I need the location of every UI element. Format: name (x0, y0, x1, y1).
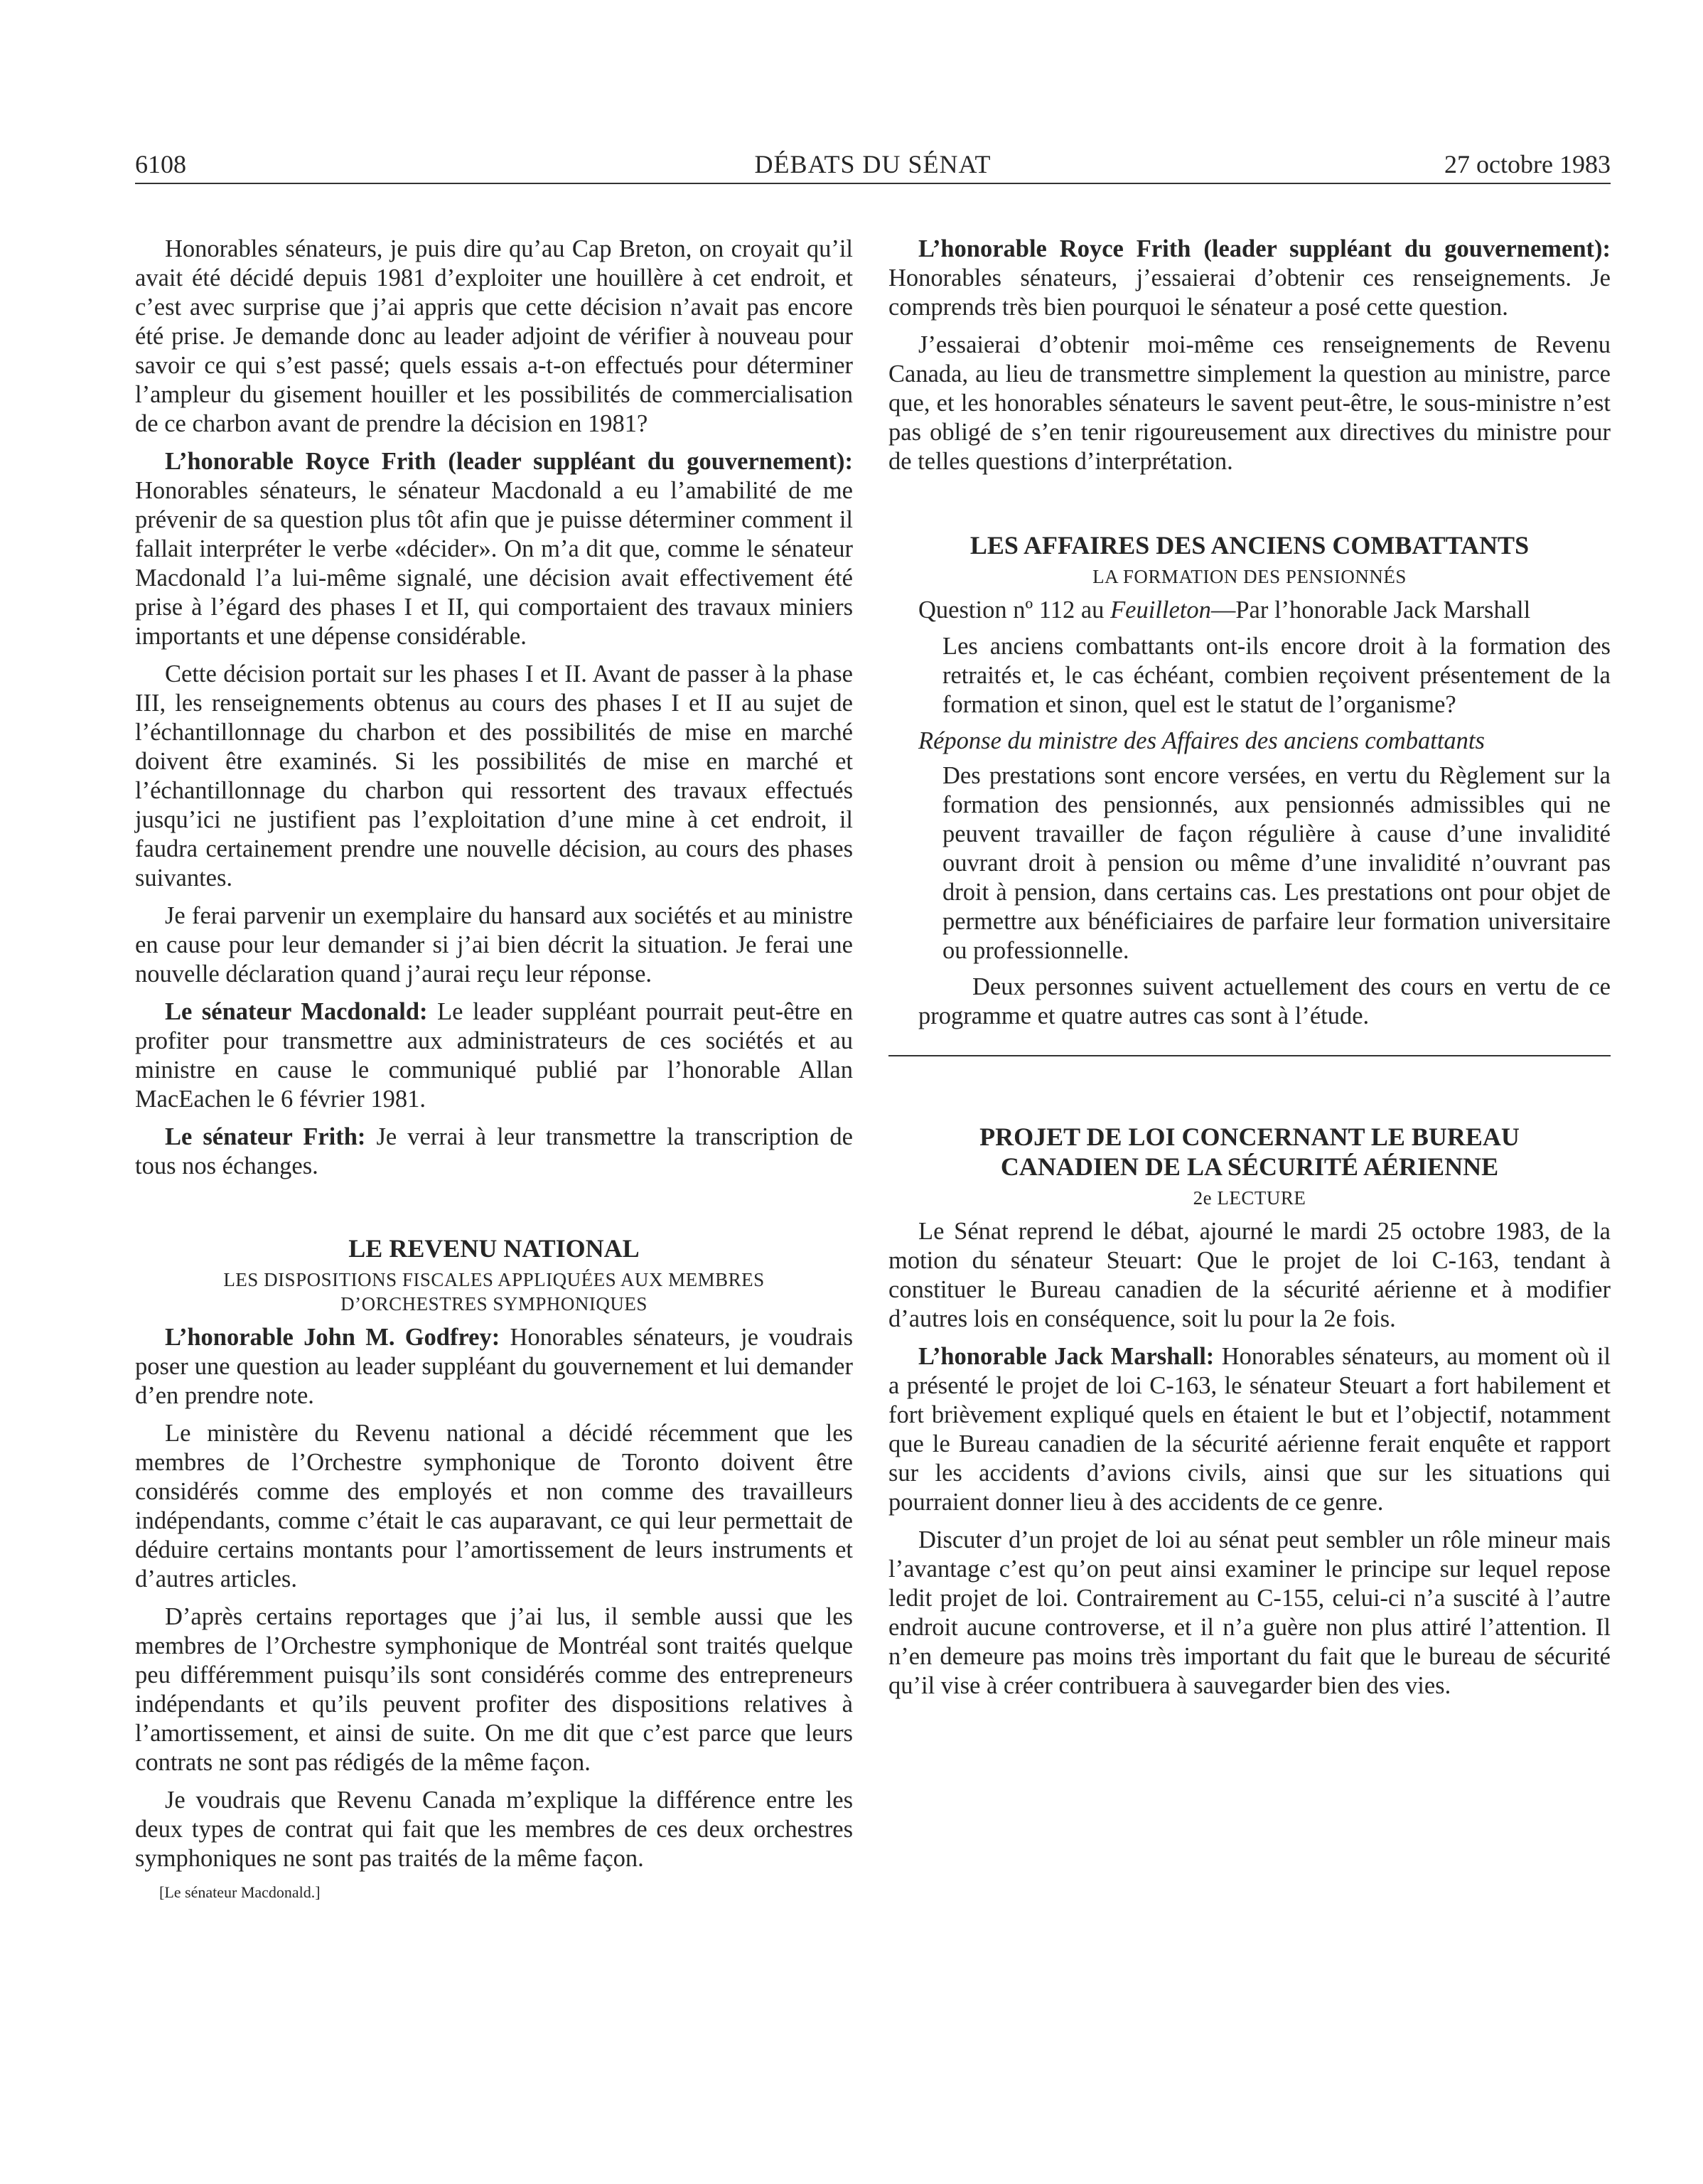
question-line (888, 596, 1611, 625)
page-header (135, 149, 1611, 183)
left-column (135, 235, 853, 1903)
question-source: Feuilleton (1110, 596, 1211, 623)
speech-text: Le leader suppléant pourrait peut-être en profiter pour transmettre aux administrateurs de ces sociétés et au ministre en cause le communiqué publié par l’honorable Allan MacEachen le 6 février 1981. (135, 998, 854, 1113)
issue-date: 27 octobre 1983 (1444, 150, 1611, 178)
paragraph (135, 447, 853, 651)
paragraph (888, 235, 1611, 322)
section-subtitle: LA FORMATION DES PENSIONNÉS (1092, 566, 1407, 587)
paragraph: Le ministère du Revenu national a décidé récemment que les membres de l’Orchestre symphonique de Toronto doivent être considérés comme des employés et non comme des travailleurs indépendants, comme c’était le cas auparavant, ce qui leur permettait de déduire certains montants pour l’amortissement de leurs instruments et d’autres articles. (135, 1420, 853, 1592)
paragraph (135, 997, 853, 1114)
speaker-name: Le sénateur Macdonald: (165, 998, 428, 1025)
speech-text: Je verrai à leur transmettre la transcription de tous nos échanges. (135, 1123, 853, 1179)
question-author: —Par l’honorable Jack Marshall (1210, 596, 1531, 623)
paragraph: J’essaierai d’obtenir moi-même ces renseignements de Revenu Canada, au lieu de transmettre simplement la question au ministre, parce que, et les honorables sénateurs le savent peut-être, le sous-ministre n’est pas obligé de s’en tenir rigoureusement aux directives du ministre pour de telles questions d’interprétation. (888, 331, 1611, 475)
answer-paragraph: Des prestations sont encore versées, en vertu du Règlement sur la formation des pensionnés, aux pensionnés admissibles qui ne peuvent travailler de façon régulière à cause d’une invalidité ouvrant droit à pension ou même d’une invalidité n’ouvrant pas droit à pension, dans certains cas. Les prestations ont pour objet de permettre aux bénéficiaires de parfaire leur formation universitaire ou professionnelle. (942, 762, 1611, 964)
speech-text: Honorables sénateurs, au moment où il a présenté le projet de loi C-163, le sénateur Steuart a fort habilement et fort brièvement expliqué quels en étaient le but et l’objectif, notamment que le Bureau canadien de la sécurité aérienne ferait enquête et rapport sur les accidents d’avions civils, ainsi que sur les situations qui pourraient donner lieu à des accidents de ce genre. (888, 1343, 1611, 1516)
paragraph: D’après certains reportages que j’ai lus, il semble aussi que les membres de l’Orchestre symphonique de Montréal sont traités quelque peu différemment puisqu’ils sont considérés comme des entrepreneurs indépendants et qu’ils peuvent profiter des dispositions relatives à l’amortissement, et ainsi de suite. On me dit que c’est parce que leurs contrats ne sont pas rédigés de la même façon. (135, 1603, 853, 1776)
paragraph (888, 1342, 1611, 1517)
page-number: 6108 (135, 150, 186, 178)
paragraph: Honorables sénateurs, je puis dire qu’au Cap Breton, on croyait qu’il avait été décidé depuis 1981 d’exploiter une houillère à cet endroit, et c’est avec surprise que j’ai appris que cette décision n’avait pas encore été prise. Je demande donc au leader adjoint de vérifier à nouveau pour savoir ce qui s’est passé; quels essais a-t-on effectués pour déterminer l’ampleur du gisement houiller et les possibilités de commercialisation de ce charbon avant de prendre la décision en 1981? (135, 235, 853, 437)
footnote: [Le sénateur Macdonald.] (159, 1883, 321, 1901)
speaker-name: L’honorable Royce Frith (leader suppléant du gouvernement): (918, 235, 1611, 262)
header-rule (135, 183, 1611, 184)
speaker-name: L’honorable Jack Marshall: (918, 1343, 1215, 1370)
question-prefix: Question nº 112 au (918, 596, 1111, 623)
section-subtitle: 2e LECTURE (1193, 1187, 1306, 1209)
speech-text: Honorables sénateurs, je voudrais poser une question au leader suppléant du gouvernement et lui demander d’en prendre note. (135, 1324, 854, 1409)
speaker-name: L’honorable Royce Frith (leader suppléant du gouvernement): (165, 448, 853, 475)
paragraph (135, 1323, 853, 1410)
section-title: LES AFFAIRES DES ANCIENS COMBATTANTS (969, 531, 1530, 560)
speaker-name: Le sénateur Frith: (165, 1123, 366, 1150)
speaker-name: L’honorable John M. Godfrey: (165, 1324, 500, 1351)
answer-heading: Réponse du ministre des Affaires des anciens combattants (918, 727, 1485, 754)
speech-text: Honorables sénateurs, j’essaierai d’obtenir ces renseignements. Je comprends très bien pourquoi le sénateur a posé cette question. (888, 264, 1611, 321)
paragraph: Discuter d’un projet de loi au sénat peut sembler un rôle mineur mais l’avantage c’est qu’on peut ainsi examiner le principe sur lequel repose ledit projet de loi. Contrairement au C-155, celui-ci n’a suscité à l’autre endroit aucune controverse, et il n’a guère non plus attiré l’attention. Il n’en demeure pas moins très important du fait que le bureau de sécurité qu’il vise à créer contribuera à sauvegarder bien des vies. (888, 1526, 1611, 1699)
section-title: PROJET DE LOI CONCERNANT LE BUREAU CANADIEN DE LA SÉCURITÉ AÉRIENNE (979, 1123, 1520, 1181)
section-title: LE REVENU NATIONAL (348, 1234, 640, 1263)
speech-text: Honorables sénateurs, le sénateur Macdonald a eu l’amabilité de me prévenir de sa question plus tôt afin que je puisse déterminer comment il fallait interpréter le verbe «décider». On m’a dit que, comme le sénateur Macdonald l’a lui-même signalé, une décision avait effectivement été prise à l’égard des phases I et II, qui comportaient des travaux miniers importants et une dépense considérable. (135, 477, 853, 650)
publication-title: DÉBATS DU SÉNAT (754, 150, 992, 178)
right-column (888, 235, 1611, 1709)
paragraph: Cette décision portait sur les phases I et II. Avant de passer à la phase III, les renseignements obtenus au cours des phases I et II au sujet de l’échantillonnage du charbon et des possibilités de mise en marché doivent être examinés. Si les possibilités de mise en marché et l’échantillonnage du charbon qui ressortent des travaux effectués jusqu’ici ne justifient pas l’exploitation d’une mine à cet endroit, il faudra certainement prendre une nouvelle décision, au cours des phases suivantes. (135, 660, 853, 892)
question-text: Les anciens combattants ont-ils encore droit à la formation des retraités et, le cas échéant, combien reçoivent présentement de la formation et sinon, quel est le statut de l’organisme? (942, 633, 1611, 718)
paragraph: Je ferai parvenir un exemplaire du hansard aux sociétés et au ministre en cause pour leur demander si j’ai bien décrit la situation. Je ferai une nouvelle déclaration quand j’aurai reçu leur réponse. (135, 902, 853, 987)
paragraph (135, 1123, 853, 1181)
section-subtitle: LES DISPOSITIONS FISCALES APPLIQUÉES AUX MEMBRES D’ORCHESTRES SYMPHONIQUES (223, 1269, 765, 1315)
paragraph: Je voudrais que Revenu Canada m’explique la différence entre les deux types de contrat qui fait que les membres de ces deux orchestres symphoniques ne sont pas traités de la même façon. (135, 1787, 853, 1872)
paragraph: Le Sénat reprend le débat, ajourné le mardi 25 octobre 1983, de la motion du sénateur Steuart: Que le projet de loi C-163, tendant à constituer le Bureau canadien de la sécurité aérienne et à modifier d’autres lois en conséquence, soit lu pour la 2e fois. (888, 1218, 1611, 1332)
answer-paragraph: Deux personnes suivent actuellement des cours en vertu de ce programme et quatre autres cas sont à l’étude. (918, 973, 1611, 1029)
